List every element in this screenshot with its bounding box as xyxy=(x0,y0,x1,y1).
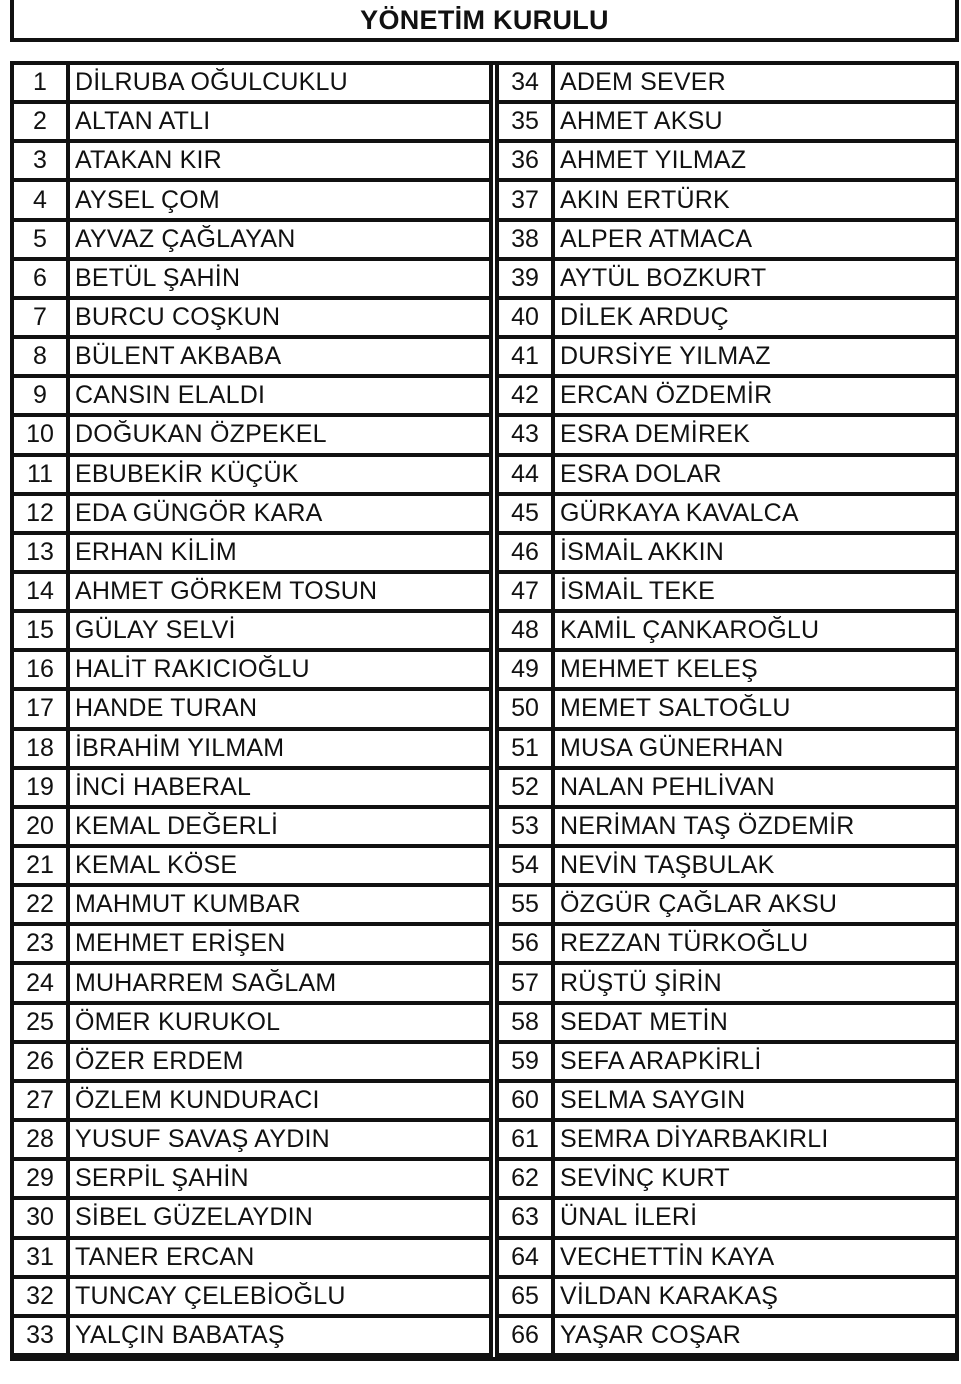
row-number: 51 xyxy=(499,731,551,766)
row-number: 58 xyxy=(499,1005,551,1040)
row-number: 34 xyxy=(499,65,551,100)
table-row xyxy=(14,378,489,413)
row-number: 65 xyxy=(499,1279,551,1314)
row-number: 17 xyxy=(14,691,66,726)
table-row xyxy=(14,65,489,100)
table-row xyxy=(499,457,955,492)
member-name: İBRAHİM YILMAM xyxy=(70,731,489,766)
row-number: 55 xyxy=(499,887,551,922)
member-name: DURSİYE YILMAZ xyxy=(555,339,955,374)
row-number: 60 xyxy=(499,1083,551,1118)
table-row xyxy=(499,65,955,100)
member-name: AHMET GÖRKEM TOSUN xyxy=(70,574,489,609)
row-number: 4 xyxy=(14,182,66,217)
member-name: ADEM SEVER xyxy=(555,65,955,100)
row-number: 47 xyxy=(499,574,551,609)
member-name: EDA GÜNGÖR KARA xyxy=(70,496,489,531)
table-row xyxy=(499,770,955,805)
row-number: 14 xyxy=(14,574,66,609)
table-row xyxy=(14,261,489,296)
member-name: SİBEL GÜZELAYDIN xyxy=(70,1200,489,1235)
row-number: 43 xyxy=(499,417,551,452)
table-row xyxy=(14,1240,489,1275)
member-name: MUHARREM SAĞLAM xyxy=(70,965,489,1000)
table-row xyxy=(14,613,489,648)
table-row xyxy=(499,1044,955,1079)
page-title: YÖNETİM KURULU xyxy=(360,4,609,35)
member-name: KEMAL KÖSE xyxy=(70,848,489,883)
member-name: DİLEK ARDUÇ xyxy=(555,300,955,335)
row-number: 35 xyxy=(499,104,551,139)
right-column xyxy=(499,65,955,1357)
table-row xyxy=(14,1005,489,1040)
member-name: REZZAN TÜRKOĞLU xyxy=(555,926,955,961)
row-number: 20 xyxy=(14,809,66,844)
table-row xyxy=(499,1083,955,1118)
member-name: BETÜL ŞAHİN xyxy=(70,261,489,296)
row-number: 9 xyxy=(14,378,66,413)
table-row xyxy=(14,496,489,531)
table-row xyxy=(499,1161,955,1196)
row-number: 10 xyxy=(14,417,66,452)
table-row xyxy=(499,887,955,922)
member-name: İSMAİL TEKE xyxy=(555,574,955,609)
row-number: 23 xyxy=(14,926,66,961)
row-number: 18 xyxy=(14,731,66,766)
row-number: 13 xyxy=(14,535,66,570)
row-number: 26 xyxy=(14,1044,66,1079)
table-row xyxy=(14,652,489,687)
table-row xyxy=(499,261,955,296)
table-row xyxy=(14,848,489,883)
table-row xyxy=(14,926,489,961)
member-name: HANDE TURAN xyxy=(70,691,489,726)
member-name: ESRA DEMİREK xyxy=(555,417,955,452)
table-row xyxy=(14,222,489,257)
member-name: YAŞAR COŞAR xyxy=(555,1318,955,1353)
row-number: 27 xyxy=(14,1083,66,1118)
table-row xyxy=(14,143,489,178)
member-name: RÜŞTÜ ŞİRİN xyxy=(555,965,955,1000)
table-row xyxy=(14,691,489,726)
table-row xyxy=(499,535,955,570)
row-number: 19 xyxy=(14,770,66,805)
table-row xyxy=(499,143,955,178)
table-row xyxy=(499,417,955,452)
table-row xyxy=(499,574,955,609)
table-row xyxy=(14,1279,489,1314)
member-name: AHMET AKSU xyxy=(555,104,955,139)
row-number: 32 xyxy=(14,1279,66,1314)
table-row xyxy=(499,182,955,217)
table-row xyxy=(14,182,489,217)
member-name: SEVİNÇ KURT xyxy=(555,1161,955,1196)
member-name: AYTÜL BOZKURT xyxy=(555,261,955,296)
member-name: BURCU COŞKUN xyxy=(70,300,489,335)
member-name: AKIN ERTÜRK xyxy=(555,182,955,217)
table-row xyxy=(499,300,955,335)
row-number: 15 xyxy=(14,613,66,648)
member-name: ERCAN ÖZDEMİR xyxy=(555,378,955,413)
row-number: 30 xyxy=(14,1200,66,1235)
member-name: MEHMET KELEŞ xyxy=(555,652,955,687)
table-row xyxy=(499,378,955,413)
member-name: ÖZGÜR ÇAĞLAR AKSU xyxy=(555,887,955,922)
member-name: ESRA DOLAR xyxy=(555,457,955,492)
table-row xyxy=(499,222,955,257)
table-row xyxy=(499,1122,955,1157)
table-row xyxy=(14,887,489,922)
table-row xyxy=(499,613,955,648)
table-row xyxy=(14,574,489,609)
member-name: MEMET SALTOĞLU xyxy=(555,691,955,726)
row-number: 66 xyxy=(499,1318,551,1353)
member-name: BÜLENT AKBABA xyxy=(70,339,489,374)
table-row xyxy=(14,770,489,805)
table-row xyxy=(14,965,489,1000)
member-name: MEHMET ERİŞEN xyxy=(70,926,489,961)
row-number: 37 xyxy=(499,182,551,217)
row-number: 54 xyxy=(499,848,551,883)
table-row xyxy=(14,417,489,452)
row-number: 46 xyxy=(499,535,551,570)
member-name: VİLDAN KARAKAŞ xyxy=(555,1279,955,1314)
row-number: 12 xyxy=(14,496,66,531)
row-number: 31 xyxy=(14,1240,66,1275)
table-row xyxy=(14,300,489,335)
table-row xyxy=(499,652,955,687)
row-number: 53 xyxy=(499,809,551,844)
member-name: GÜLAY SELVİ xyxy=(70,613,489,648)
member-name: ALPER ATMACA xyxy=(555,222,955,257)
table-row xyxy=(14,1200,489,1235)
member-name: TANER ERCAN xyxy=(70,1240,489,1275)
member-name: MAHMUT KUMBAR xyxy=(70,887,489,922)
member-name: ERHAN KİLİM xyxy=(70,535,489,570)
table-row xyxy=(499,809,955,844)
member-name: CANSIN ELALDI xyxy=(70,378,489,413)
title-header xyxy=(10,0,959,42)
row-number: 48 xyxy=(499,613,551,648)
row-number: 61 xyxy=(499,1122,551,1157)
member-name: ALTAN ATLI xyxy=(70,104,489,139)
member-name: SELMA SAYGIN xyxy=(555,1083,955,1118)
table-row xyxy=(14,535,489,570)
table-row xyxy=(14,1122,489,1157)
row-number: 42 xyxy=(499,378,551,413)
row-number: 45 xyxy=(499,496,551,531)
table-row xyxy=(14,731,489,766)
row-number: 22 xyxy=(14,887,66,922)
member-name: TUNCAY ÇELEBİOĞLU xyxy=(70,1279,489,1314)
member-name: SEDAT METİN xyxy=(555,1005,955,1040)
member-name: AHMET YILMAZ xyxy=(555,143,955,178)
row-number: 5 xyxy=(14,222,66,257)
table-row xyxy=(499,1318,955,1353)
member-name: ÜNAL İLERİ xyxy=(555,1200,955,1235)
row-number: 57 xyxy=(499,965,551,1000)
member-name: ÖZLEM KUNDURACI xyxy=(70,1083,489,1118)
member-name: NEVİN TAŞBULAK xyxy=(555,848,955,883)
member-name: ÖMER KURUKOL xyxy=(70,1005,489,1040)
row-number: 40 xyxy=(499,300,551,335)
member-name: İNCİ HABERAL xyxy=(70,770,489,805)
member-name: HALİT RAKICIOĞLU xyxy=(70,652,489,687)
row-number: 24 xyxy=(14,965,66,1000)
member-name: AYVAZ ÇAĞLAYAN xyxy=(70,222,489,257)
row-number: 59 xyxy=(499,1044,551,1079)
row-number: 1 xyxy=(14,65,66,100)
row-number: 63 xyxy=(499,1200,551,1235)
member-name: EBUBEKİR KÜÇÜK xyxy=(70,457,489,492)
table-row xyxy=(499,731,955,766)
table-row xyxy=(499,1005,955,1040)
table-row xyxy=(499,1279,955,1314)
member-name: ATAKAN KIR xyxy=(70,143,489,178)
table-row xyxy=(499,339,955,374)
member-name: AYSEL ÇOM xyxy=(70,182,489,217)
row-number: 33 xyxy=(14,1318,66,1353)
row-number: 49 xyxy=(499,652,551,687)
table-row xyxy=(499,926,955,961)
members-table xyxy=(10,61,959,1361)
table-row xyxy=(14,1044,489,1079)
member-name: İSMAİL AKKIN xyxy=(555,535,955,570)
row-number: 6 xyxy=(14,261,66,296)
row-number: 21 xyxy=(14,848,66,883)
table-row xyxy=(14,1318,489,1353)
row-number: 64 xyxy=(499,1240,551,1275)
member-name: YUSUF SAVAŞ AYDIN xyxy=(70,1122,489,1157)
member-name: NERİMAN TAŞ ÖZDEMİR xyxy=(555,809,955,844)
row-number: 56 xyxy=(499,926,551,961)
member-name: MUSA GÜNERHAN xyxy=(555,731,955,766)
member-name: GÜRKAYA KAVALCA xyxy=(555,496,955,531)
row-number: 44 xyxy=(499,457,551,492)
member-name: KAMİL ÇANKAROĞLU xyxy=(555,613,955,648)
left-column xyxy=(14,65,489,1357)
member-name: DOĞUKAN ÖZPEKEL xyxy=(70,417,489,452)
row-number: 41 xyxy=(499,339,551,374)
table-row xyxy=(499,1200,955,1235)
table-row xyxy=(499,848,955,883)
row-number: 29 xyxy=(14,1161,66,1196)
table-row xyxy=(14,457,489,492)
row-number: 52 xyxy=(499,770,551,805)
row-number: 28 xyxy=(14,1122,66,1157)
table-row xyxy=(14,339,489,374)
member-name: ÖZER ERDEM xyxy=(70,1044,489,1079)
row-number: 62 xyxy=(499,1161,551,1196)
column-divider-left xyxy=(489,65,493,1357)
row-number: 3 xyxy=(14,143,66,178)
table-row xyxy=(499,965,955,1000)
row-number: 11 xyxy=(14,457,66,492)
table-row xyxy=(499,104,955,139)
row-number: 39 xyxy=(499,261,551,296)
table-row xyxy=(499,1240,955,1275)
member-name: NALAN PEHLİVAN xyxy=(555,770,955,805)
row-number: 36 xyxy=(499,143,551,178)
member-name: VECHETTİN KAYA xyxy=(555,1240,955,1275)
table-row xyxy=(14,809,489,844)
table-row xyxy=(499,496,955,531)
table-row xyxy=(14,104,489,139)
member-name: SERPİL ŞAHİN xyxy=(70,1161,489,1196)
member-name: SEFA ARAPKİRLİ xyxy=(555,1044,955,1079)
row-number: 25 xyxy=(14,1005,66,1040)
row-number: 7 xyxy=(14,300,66,335)
table-row xyxy=(14,1161,489,1196)
row-number: 38 xyxy=(499,222,551,257)
row-number: 2 xyxy=(14,104,66,139)
member-name: KEMAL DEĞERLİ xyxy=(70,809,489,844)
member-name: DİLRUBA OĞULCUKLU xyxy=(70,65,489,100)
row-number: 16 xyxy=(14,652,66,687)
row-number: 50 xyxy=(499,691,551,726)
row-number: 8 xyxy=(14,339,66,374)
table-row xyxy=(14,1083,489,1118)
member-name: SEMRA DİYARBAKIRLI xyxy=(555,1122,955,1157)
member-name: YALÇIN BABATAŞ xyxy=(70,1318,489,1353)
table-row xyxy=(499,691,955,726)
